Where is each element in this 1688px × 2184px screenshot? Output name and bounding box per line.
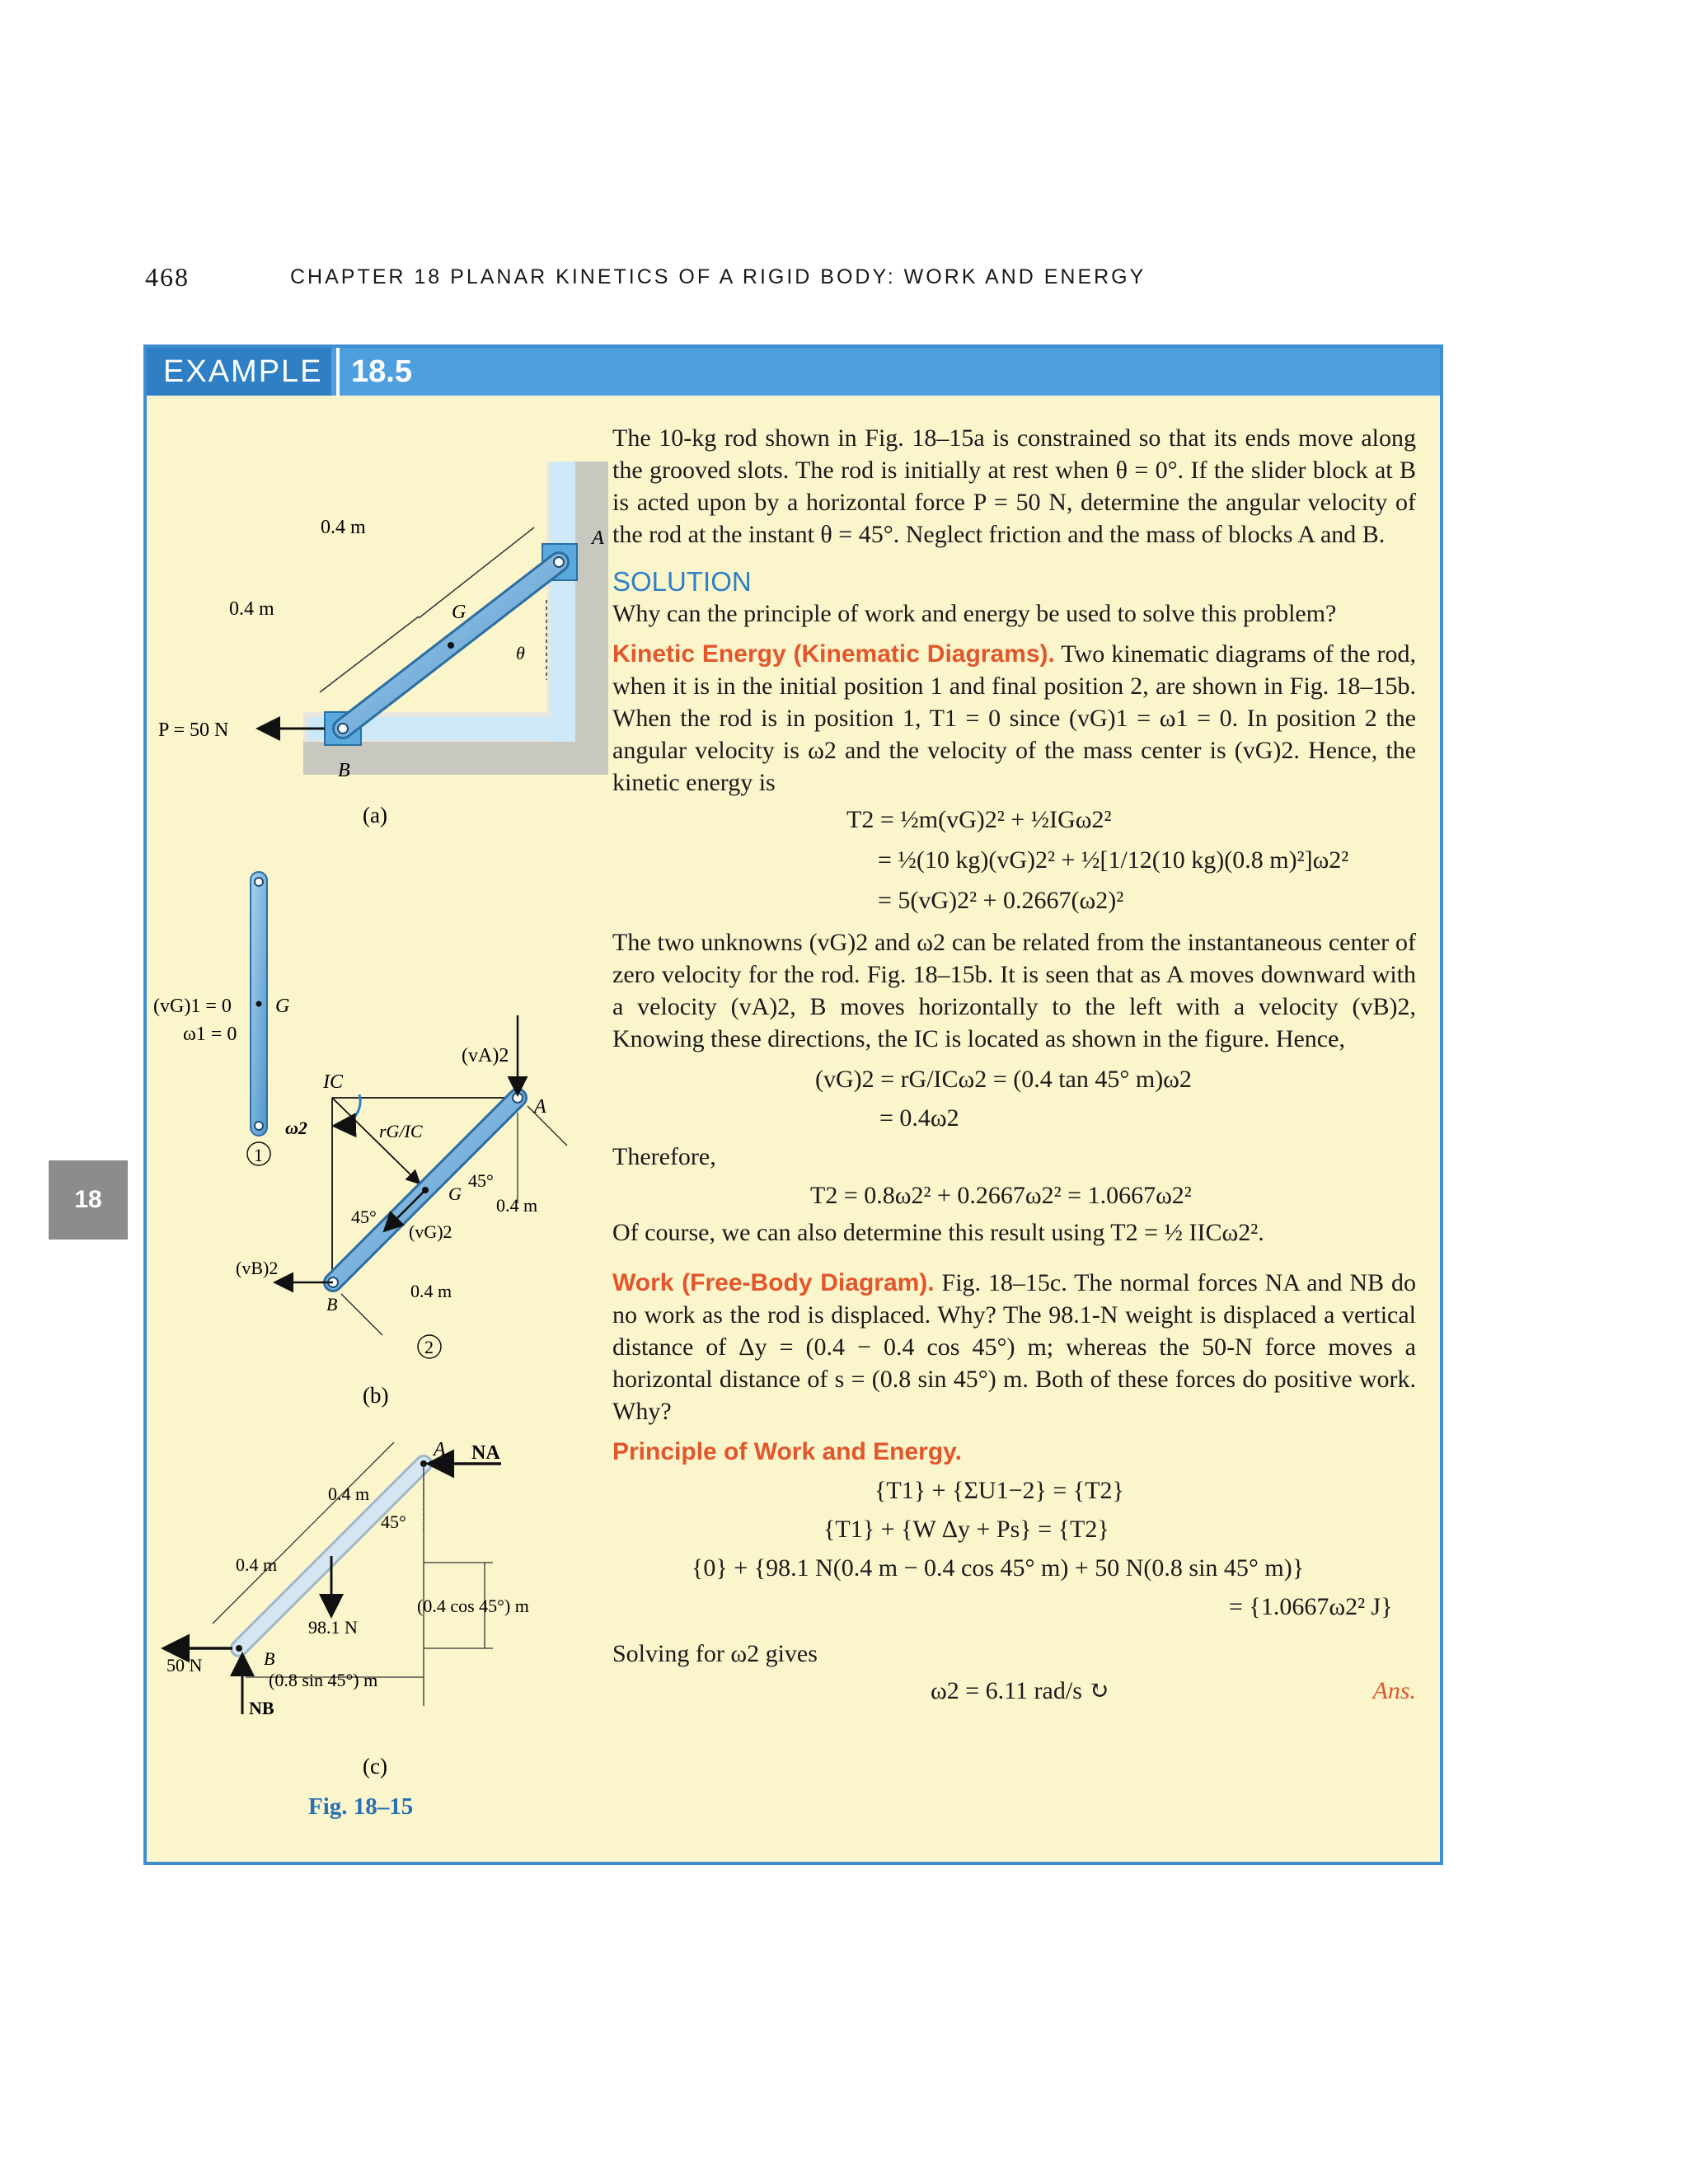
fig-c-label-3: 45° bbox=[381, 1511, 406, 1532]
fig-b-label-5: A bbox=[534, 1096, 546, 1118]
of-course-text: Of course, we can also determine this result using T2 = ½ IICω2². bbox=[612, 1219, 1264, 1246]
figure-title: Fig. 18–15 bbox=[308, 1793, 414, 1820]
example-box bbox=[143, 344, 1443, 1865]
fig-b-label-15: B bbox=[326, 1294, 338, 1315]
fig-a-label-2: G bbox=[452, 602, 467, 623]
fig-c-caption: (c) bbox=[363, 1754, 387, 1779]
problem-statement: The 10-kg rod shown in Fig. 18–15a is constrained so that its ends move along the grooved slots. The rod is initially at rest when θ = 0°. If the slider block at B is acted upon by a horizontal force P = 50 N, determine the angular velocity of the rod at the instant θ = 45°. Neglect friction and the mass of blocks A and B. bbox=[612, 424, 1416, 548]
ic-paragraph: The two unknowns (vG)2 and ω2 can be related from the instantaneous center of zero velocity for the rod. Fig. 18–15b. It is seen that as A moves downward with a velocity (vA)2, B moves horizontally to the left with a velocity (vB)2, Knowing these directions, the IC is located as shown in the figure. Hence, bbox=[612, 929, 1416, 1052]
page-number: 468 bbox=[145, 262, 190, 292]
fig-c-label-9: (0.8 sin 45°) m bbox=[269, 1670, 378, 1690]
fig-b-label-8: rG/IC bbox=[379, 1121, 423, 1141]
equation-4: (vG)2 = rG/ICω2 = (0.4 tan 45° m)ω2 bbox=[815, 1066, 1192, 1093]
fig-a-label-6: B bbox=[338, 760, 350, 781]
fig-b-label-14: (vB)2 bbox=[236, 1258, 279, 1278]
fig-b-caption: (b) bbox=[363, 1383, 389, 1408]
fig-c-label-5: (0.4 cos 45°) m bbox=[417, 1596, 529, 1616]
answer-equation: ω2 = 6.11 rad/s ↻ bbox=[931, 1677, 1109, 1704]
example-header bbox=[147, 348, 1440, 396]
kinetic-energy-paragraph bbox=[612, 638, 1416, 799]
fig-a-caption: (a) bbox=[363, 803, 387, 827]
center-g-a bbox=[448, 642, 454, 649]
fig-b-label-13: (vG)2 bbox=[409, 1221, 452, 1242]
example-label: EXAMPLE bbox=[147, 348, 331, 396]
fig-b-label-10: 45° bbox=[351, 1207, 377, 1227]
answer-label: Ans. bbox=[1372, 1677, 1416, 1704]
figure-a bbox=[158, 462, 608, 827]
fig-c-label-0: A bbox=[434, 1439, 446, 1460]
fig-b-label-0: (vG)1 = 0 bbox=[153, 996, 232, 1017]
fig-b-label-2: G bbox=[275, 996, 290, 1017]
solution-question: Why can the principle of work and energy be used to solve this problem? bbox=[612, 600, 1337, 627]
equation-6: T2 = 0.8ω2² + 0.2667ω2² = 1.0667ω2² bbox=[810, 1182, 1192, 1209]
fig-b-label-4: (vA)2 bbox=[462, 1045, 509, 1066]
answer-row bbox=[612, 1675, 1416, 1708]
equation-5: = 0.4ω2 bbox=[879, 1104, 959, 1132]
fig-b-label-12: 0.4 m bbox=[496, 1195, 538, 1216]
equation-1: T2 = ½m(vG)2² + ½IGω2² bbox=[846, 806, 1112, 833]
solving-text: Solving for ω2 gives bbox=[612, 1640, 818, 1667]
solution-text bbox=[612, 422, 1416, 1708]
fig-c-label-6: 98.1 N bbox=[308, 1617, 358, 1638]
equation-9: {0} + {98.1 N(0.4 m − 0.4 cos 45° m) + 50 N(0.8 sin 45° m)} bbox=[692, 1554, 1305, 1582]
fig-a-label-4: A bbox=[592, 527, 604, 549]
running-head: CHAPTER 18 PLANAR KINETICS OF A RIGID BODY: WORK AND ENERGY bbox=[290, 265, 1146, 288]
equation-3: = 5(vG)2² + 0.2667(ω2)² bbox=[878, 887, 1124, 914]
fig-c-label-7: 50 N bbox=[166, 1655, 203, 1675]
figure-b bbox=[153, 872, 567, 1408]
fig-a-label-1: 0.4 m bbox=[229, 598, 274, 620]
solution-heading: SOLUTION bbox=[612, 566, 752, 597]
pwe-heading: Principle of Work and Energy. bbox=[612, 1438, 962, 1465]
fig-b-label-9: 45° bbox=[468, 1170, 494, 1191]
fig-c-label-1: NA bbox=[471, 1442, 500, 1464]
equation-10: = {1.0667ω2² J} bbox=[1229, 1593, 1393, 1620]
work-paragraph bbox=[612, 1267, 1416, 1427]
fig-b-label-6: IC bbox=[323, 1071, 343, 1093]
equation-7: {T1} + {ΣU1−2} = {T2} bbox=[874, 1477, 1124, 1504]
work-heading: Work (Free-Body Diagram). bbox=[612, 1269, 935, 1296]
equation-8: {T1} + {W Δy + Ps} = {T2} bbox=[823, 1516, 1109, 1543]
fig-b-label-7: ω2 bbox=[285, 1118, 307, 1138]
fig-b-label-1: ω1 = 0 bbox=[183, 1024, 237, 1045]
figure-c bbox=[166, 1439, 529, 1820]
fig-c-label-8: B bbox=[264, 1648, 275, 1669]
chapter-tab: 18 bbox=[49, 1160, 128, 1240]
equation-2: = ½(10 kg)(vG)2² + ½[1/12(10 kg)(0.8 m)²]ω2² bbox=[878, 846, 1349, 874]
therefore-text: Therefore, bbox=[612, 1143, 716, 1170]
fig-a-label-0: 0.4 m bbox=[321, 517, 366, 538]
fig-a-label-5: P = 50 N bbox=[158, 719, 229, 741]
work-body: Fig. 18–15c. The normal forces NA and NB do no work as the rod is displaced. Why? The 98.1-N weight is displaced a vertical distance of Δy = (0.4 − 0.4 cos 45°) m; whereas the 50-N force moves a horizontal distance of s = (0.8 sin 45°) m. Both of these forces do positive work. Why? bbox=[612, 1269, 1416, 1425]
fig-b-label-3: 1 bbox=[254, 1145, 263, 1165]
fig-c-label-2: 0.4 m bbox=[328, 1483, 370, 1504]
fig-a-label-3: θ bbox=[516, 643, 525, 663]
kinetic-energy-heading: Kinetic Energy (Kinematic Diagrams). bbox=[612, 640, 1055, 668]
fig-c-label-10: NB bbox=[249, 1698, 274, 1718]
kinetic-energy-body: Two kinematic diagrams of the rod, when it is in the initial position 1 and final position 2, are shown in Fig. 18–15b. When the rod is in position 1, T1 = 0 since (vG)1 = ω1 = 0. In position 2 the angular velocity is ω2 and the velocity of the mass center is (vG)2. Hence, the kinetic energy is bbox=[612, 640, 1416, 796]
fig-b-label-16: 0.4 m bbox=[410, 1281, 452, 1301]
fig-c-label-4: 0.4 m bbox=[236, 1554, 278, 1575]
example-number: 18.5 bbox=[336, 348, 412, 396]
fig-b-label-11: G bbox=[448, 1183, 462, 1204]
fig-b-label-17: 2 bbox=[424, 1337, 434, 1357]
